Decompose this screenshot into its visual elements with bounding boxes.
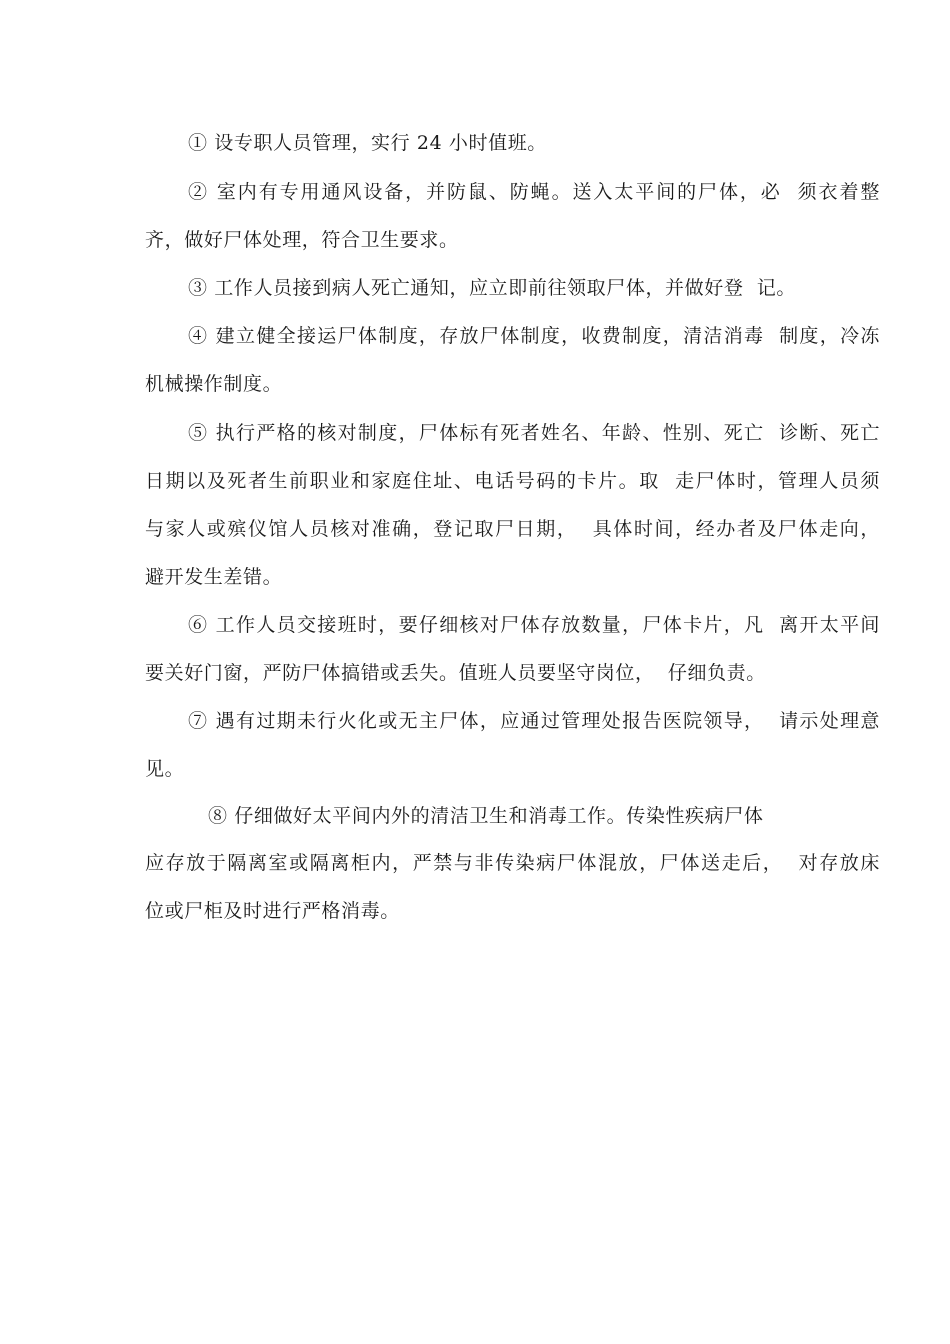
paragraph-line: 与家人或殡仪馆人员核对准确，登记取尸日期， 具体时间，经办者及尸体走向， xyxy=(145,518,880,540)
paragraph-line: 避开发生差错。 xyxy=(145,566,283,588)
paragraph-line: 日期以及死者生前职业和家庭住址、电话号码的卡片。取 走尸体时，管理人员须 xyxy=(145,470,880,492)
paragraph-line: ⑤ 执行严格的核对制度，尸体标有死者姓名、年龄、性别、死亡 诊断、死亡 xyxy=(188,422,880,444)
paragraph-line: ⑥ 工作人员交接班时，要仔细核对尸体存放数量，尸体卡片，凡 离开太平间 xyxy=(188,614,880,636)
paragraph-line: 要关好门窗，严防尸体搞错或丢失。值班人员要坚守岗位， 仔细负责。 xyxy=(145,662,766,684)
paragraph-line: ② 室内有专用通风设备，并防鼠、防蝇。送入太平间的尸体，必 须衣着整 xyxy=(188,181,880,203)
paragraph-line: 齐，做好尸体处理，符合卫生要求。 xyxy=(145,229,459,251)
paragraph-line: ⑦ 遇有过期未行火化或无主尸体，应通过管理处报告医院领导， 请示处理意 xyxy=(188,710,880,732)
paragraph-line: 机械操作制度。 xyxy=(145,373,283,395)
paragraph-line: 应存放于隔离室或隔离柜内，严禁与非传染病尸体混放，尸体送走后， 对存放床 xyxy=(145,852,880,874)
paragraph-line: ⑧ 仔细做好太平间内外的清洁卫生和消毒工作。传染性疾病尸体 xyxy=(208,805,764,827)
paragraph-line: 见。 xyxy=(145,758,185,780)
paragraph-line: ④ 建立健全接运尸体制度，存放尸体制度，收费制度，清洁消毒 制度，冷冻 xyxy=(188,325,880,347)
paragraph-line: ① 设专职人员管理，实行 24 小时值班。 xyxy=(188,132,547,154)
paragraph-line: ③ 工作人员接到病人死亡通知，应立即前往领取尸体，并做好登 记。 xyxy=(188,277,796,299)
paragraph-line: 位或尸柜及时进行严格消毒。 xyxy=(145,900,400,922)
